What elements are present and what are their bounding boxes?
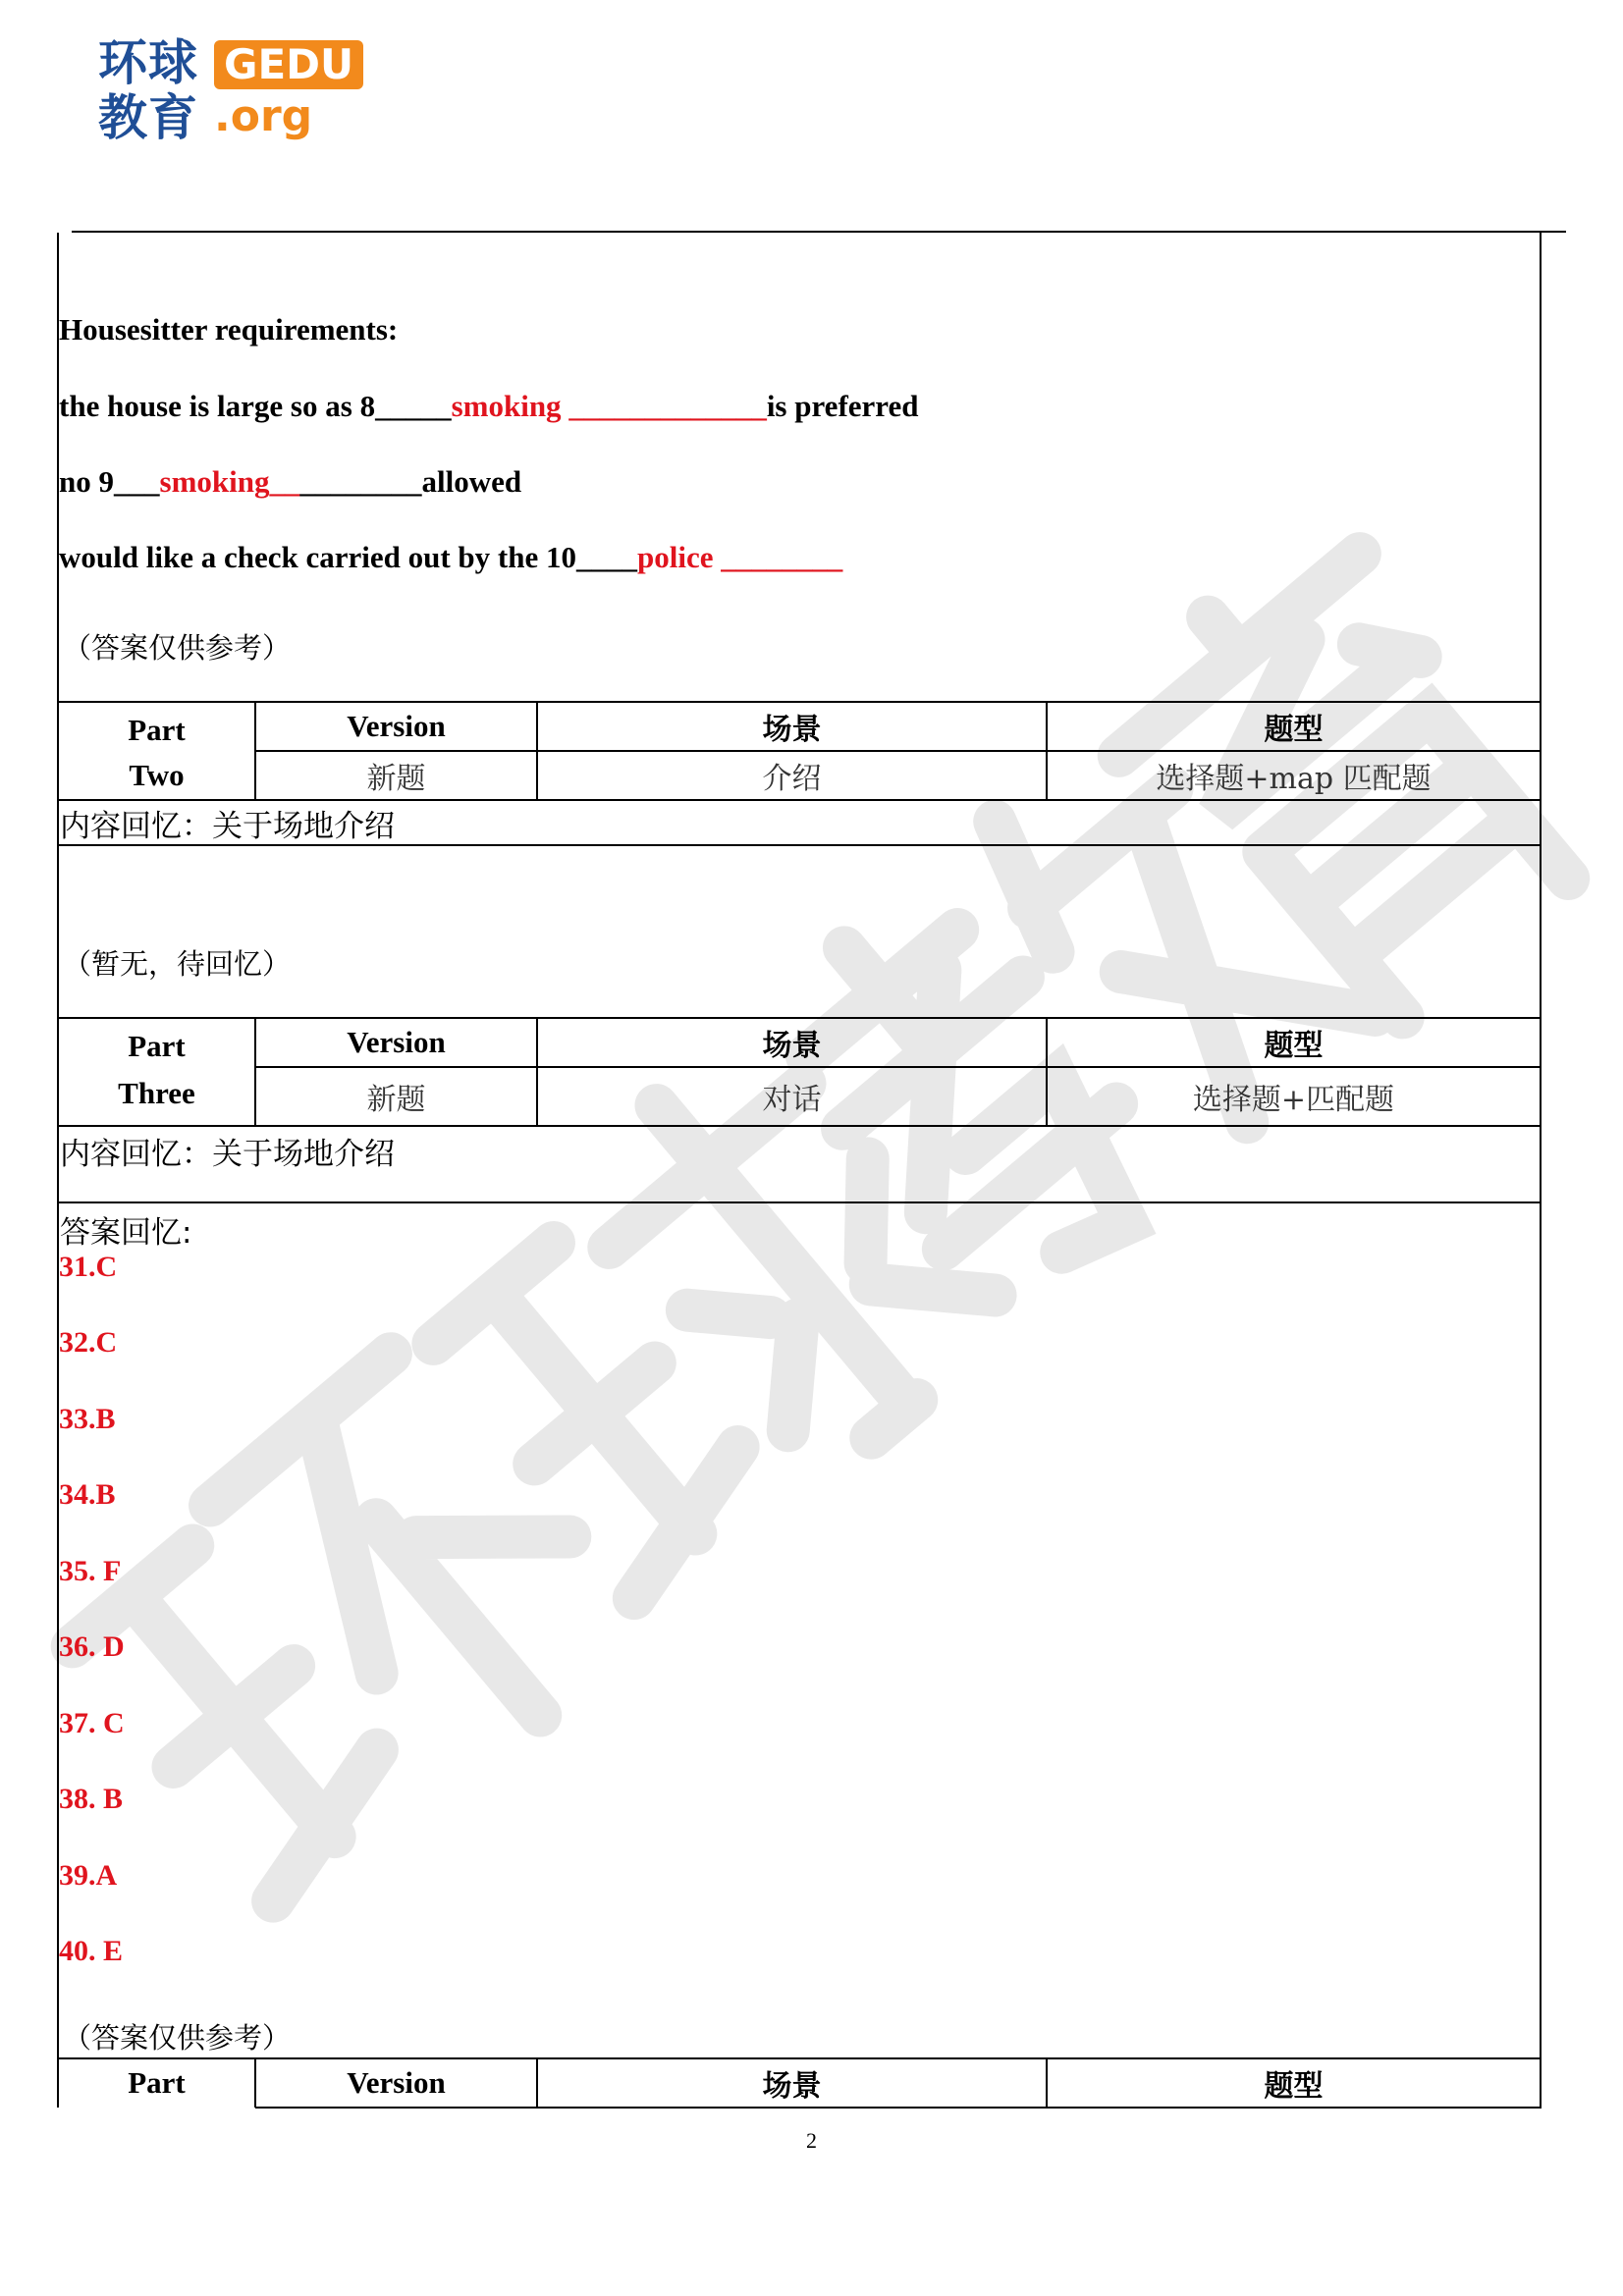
question-8: the house is large so as 8_____smoking _____________is preferred [59, 389, 919, 423]
answer-34: 34.B [59, 1478, 116, 1511]
answer-35: 35. F [59, 1555, 122, 1587]
answer-9: smoking__ [159, 464, 300, 499]
logo-chinese-text: 环球 教育 [98, 34, 198, 146]
version-header: Version [347, 1025, 446, 1059]
part-three-type: 选择题+匹配题 [1192, 1083, 1395, 1117]
answer-39: 39.A [59, 1859, 118, 1892]
part-two-type: 选择题+map 匹配题 [1156, 762, 1432, 796]
reference-note: （答案仅供参考） [63, 631, 292, 665]
question-10: would like a check carried out by the 10____police ________ [59, 540, 843, 574]
part-two-version: 新题 [366, 762, 426, 796]
frame-left-border [57, 233, 59, 2108]
answer-38: 38. B [59, 1783, 124, 1815]
reference-note: （答案仅供参考） [63, 2021, 292, 2055]
answer-8: smoking [451, 389, 562, 423]
question-9: no 9___smoking__________allowed [59, 464, 522, 499]
answer-31: 31.C [59, 1251, 118, 1283]
answer-33: 33.B [59, 1403, 116, 1435]
scene-header: 场景 [762, 713, 822, 747]
logo-gedu-badge: GEDU [214, 40, 363, 89]
part-three-label: Part [128, 1029, 186, 1063]
part-two-scene: 介绍 [762, 762, 822, 796]
part-two-content: 内容回忆：关于场地介绍 [60, 809, 395, 844]
scene-header: 场景 [762, 1029, 822, 1063]
answer-36: 36. D [59, 1630, 125, 1663]
scene-header: 场景 [762, 2069, 822, 2104]
answer-recall-title: 答案回忆: [60, 1215, 192, 1251]
type-header: 题型 [1264, 713, 1324, 747]
part-four-label: Part [128, 2065, 186, 2100]
answer-37: 37. C [59, 1707, 125, 1739]
gedu-logo [98, 35, 353, 145]
frame-right-border [1540, 233, 1542, 2108]
part-three-version: 新题 [366, 1083, 426, 1117]
type-header: 题型 [1264, 2069, 1324, 2104]
part-three-content: 内容回忆：关于场地介绍 [60, 1137, 395, 1172]
answer-32: 32.C [59, 1326, 118, 1359]
page-number: 2 [806, 2128, 817, 2153]
pending-note: （暂无，待回忆） [63, 947, 292, 981]
type-header: 题型 [1264, 1029, 1324, 1063]
answer-40: 40. E [59, 1935, 124, 1967]
part-two-label: Part [128, 713, 186, 747]
version-header: Version [347, 709, 446, 743]
part-two-number: Two [129, 758, 185, 792]
header-rule [72, 231, 1566, 233]
part-three-scene: 对话 [762, 1083, 822, 1117]
part-three-number: Three [118, 1076, 195, 1110]
answer-10: police [637, 540, 714, 574]
housesitter-heading: Housesitter requirements: [59, 312, 399, 347]
version-header: Version [347, 2065, 446, 2100]
logo-org-text: .org [214, 91, 313, 141]
